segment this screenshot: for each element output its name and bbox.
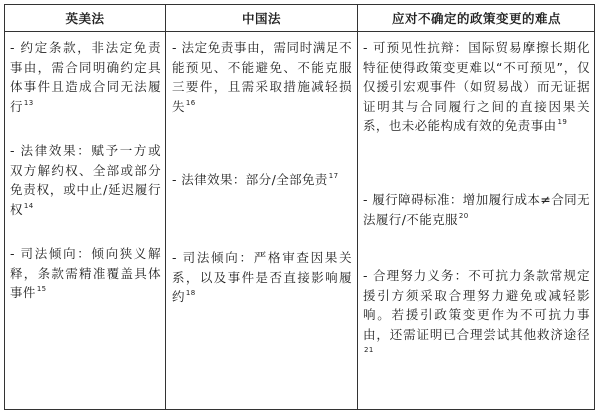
list-item: - 法律效果：赋予一方或双方解约权、全部或部分免责权，或中止/延迟履行权$^{14}$ (10, 143, 161, 217)
footnote-ref: 19 (557, 118, 568, 127)
footnote-ref: 13 (23, 98, 34, 107)
header-common-law: 英美法 (65, 11, 105, 26)
column-divider-1 (165, 5, 166, 409)
header-difficulties: 应对不确定的政策变更的难点 (391, 11, 561, 26)
list-item: - 可预见性抗辩：国际贸易摩擦长期化特征使得政策变更难以“不可预见”，仅仅援引宏观事件（如贸易战）而无证据证明其与合同履行之间的直接因果关系，也未必能构成有效的免责事由$^{19}$ (363, 40, 590, 134)
footnote-ref: 16 (185, 98, 196, 107)
list-item: - 合理努力义务：不可抗力条款常规定援引方须采取合理努力避免或减轻影响。若援引政策变更作为不可抗力事由，还需证明已合理尝试其他救济途径$^{21}$ (363, 268, 590, 355)
list-item: - 司法倾向：倾向狭义解释，条款需精准覆盖具体事件$^{15}$ (10, 246, 161, 301)
footnote-ref: 14 (23, 201, 34, 210)
column-divider-2 (357, 5, 358, 409)
footnote-ref: 17 (328, 172, 339, 180)
list-item: - 法定免责事由，需同时满足不能预见、不能避免、不能克服三要件，且需采取措施减轻损失$^{16}$ (172, 40, 352, 114)
list-item: - 约定条款，非法定免责事由，需合同明确约定具体事件且造成合同无法履行$^{13}$ (10, 40, 161, 114)
list-item: - 履行障碍标准：增加履行成本≠合同无法履行/不能克服$^{20}$ (363, 192, 590, 227)
header-chinese-law: 中国法 (241, 11, 281, 26)
footnote-ref: 15 (36, 285, 47, 294)
comparison-table (4, 4, 595, 410)
list-item: - 司法倾向：严格审查因果关系，以及事件是否直接影响履约$^{18}$ (172, 250, 352, 305)
list-item: - 法律效果：部分/全部免责$^{17}$ (172, 172, 339, 187)
footnote-ref: 21 (364, 346, 374, 355)
footnote-ref: 18 (185, 289, 196, 298)
footnote-ref: 20 (458, 211, 469, 220)
